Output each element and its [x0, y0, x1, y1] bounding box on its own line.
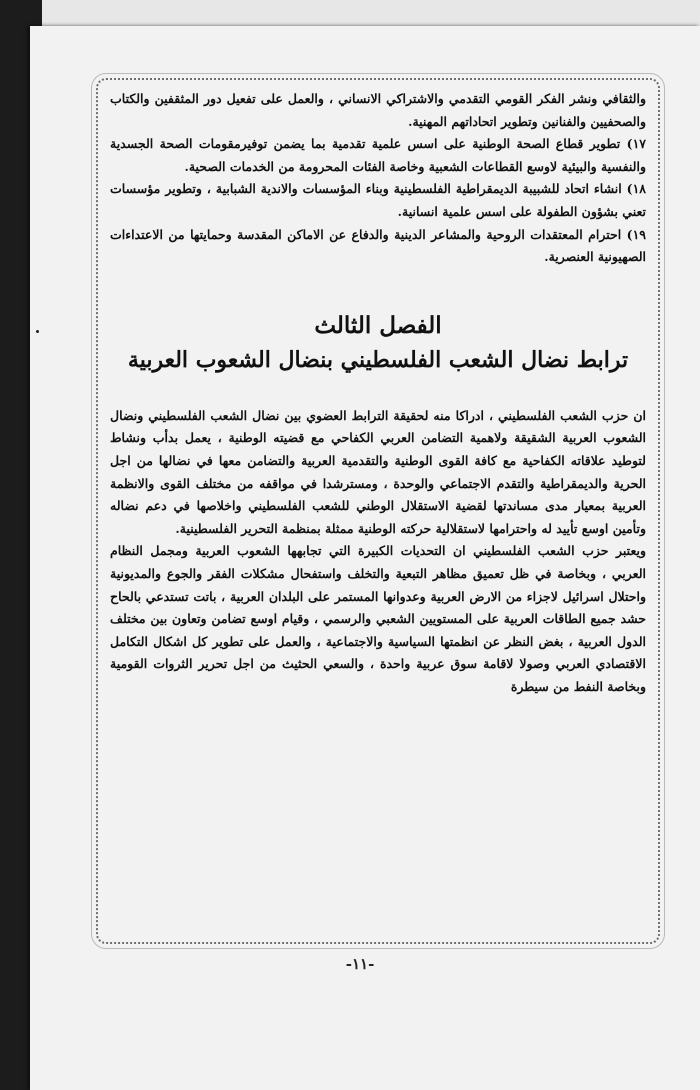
chapter-subtitle: ترابط نضال الشعب الفلسطيني بنضال الشعوب العربية [127, 346, 629, 373]
page-number: -١١- [345, 955, 375, 973]
paragraph-1: ان حزب الشعب الفلسطيني ، ادراكا منه لحقيقة الترابط العضوي بين نضال الشعب الفلسطيني ونضال الشعوب العربية الشقيقة ولاهمية التضامن العربي الكفاحي مع قضيته الوطنية ، يعمل بدأب ونشاط لتوطيد علاقاته الكفاحية مع كافة القوى الوطنية والتقدمية العربية والتضامن معها في نضالها من اجل الحرية والديمقراطية والتقدم الاجتماعي والوحدة ، ومسترشدا في مواقفه من مختلف القوى والانظمة العربية بمعيار مدى مساندتها لقضية الاستقلال الوطني للشعب الفلسطيني واخلاصها في دعم نضاله وتأمين اوسع تأييد له واحترامها لاستقلالية حركته الوطنية ممثلة بمنظمة التحرير الفلسطينية. [110, 407, 646, 536]
paragraph-2: ويعتبر حزب الشعب الفلسطيني ان التحديات الكبيرة التي تجابهها الشعوب العربية ومجمل النظام العربي ، وبخاصة في ظل تعميق مظاهر التبعية والتخلف واستفحال مشكلات الفقر والجوع والمديونية واحتلال اسرائيل لاجزاء من الارض العربية وعدوانها المستمر على البلدان العربية ، باتت تستدعي بالحاح حشد جميع الطاقات العربية على المستويين الشعبي والرسمي ، وقيام اوسع تضامن وتعاون بين مختلف الدول العربية ، بغض النظر عن انظمتها السياسية والاجتماعية ، والعمل على تطوير كل اشكال التكامل الاقتصادي العربي وصولا لاقامة سوق عربية واحدة ، والسعي الحثيث من اجل تحرير الثروات القومية وبخاصة النفط من سيطرة [110, 543, 646, 694]
list-item-18: ١٨) انشاء اتحاد للشبيبة الديمقراطية الفلسطينية وبناء المؤسسات والاندية الشبابية ، وتطوير مؤسسات تعني بشؤون الطفولة على اسس علمية انسانية. [110, 181, 646, 219]
list-item-19: ١٩) احترام المعتقدات الروحية والمشاعر الدينية والدفاع عن الاماكن المقدسة وحمايتها من الاعتداءات الصهيونية العنصرية. [110, 226, 646, 265]
page-content [110, 88, 646, 698]
chapter-title: الفصل الثالث [314, 311, 442, 339]
intro-fragment: والثقافي ونشر الفكر القومي التقدمي والاشتراكي الانساني ، والعمل على تفعيل دور المثقفين والكتاب والصحفيين والفنانين وتطوير اتحاداتهم المهنية. [110, 91, 646, 129]
list-item-17: ١٧) تطوير قطاع الصحة الوطنية على اسس علمية تقدمية بما يضمن توفيرمقومات الصحة الجسدية والنفسية والبيئية لاوسع القطاعات الشعبية وخاصة الفئات المحرومة من الخدمات الصحية. [110, 136, 646, 174]
ink-speck [36, 330, 39, 333]
